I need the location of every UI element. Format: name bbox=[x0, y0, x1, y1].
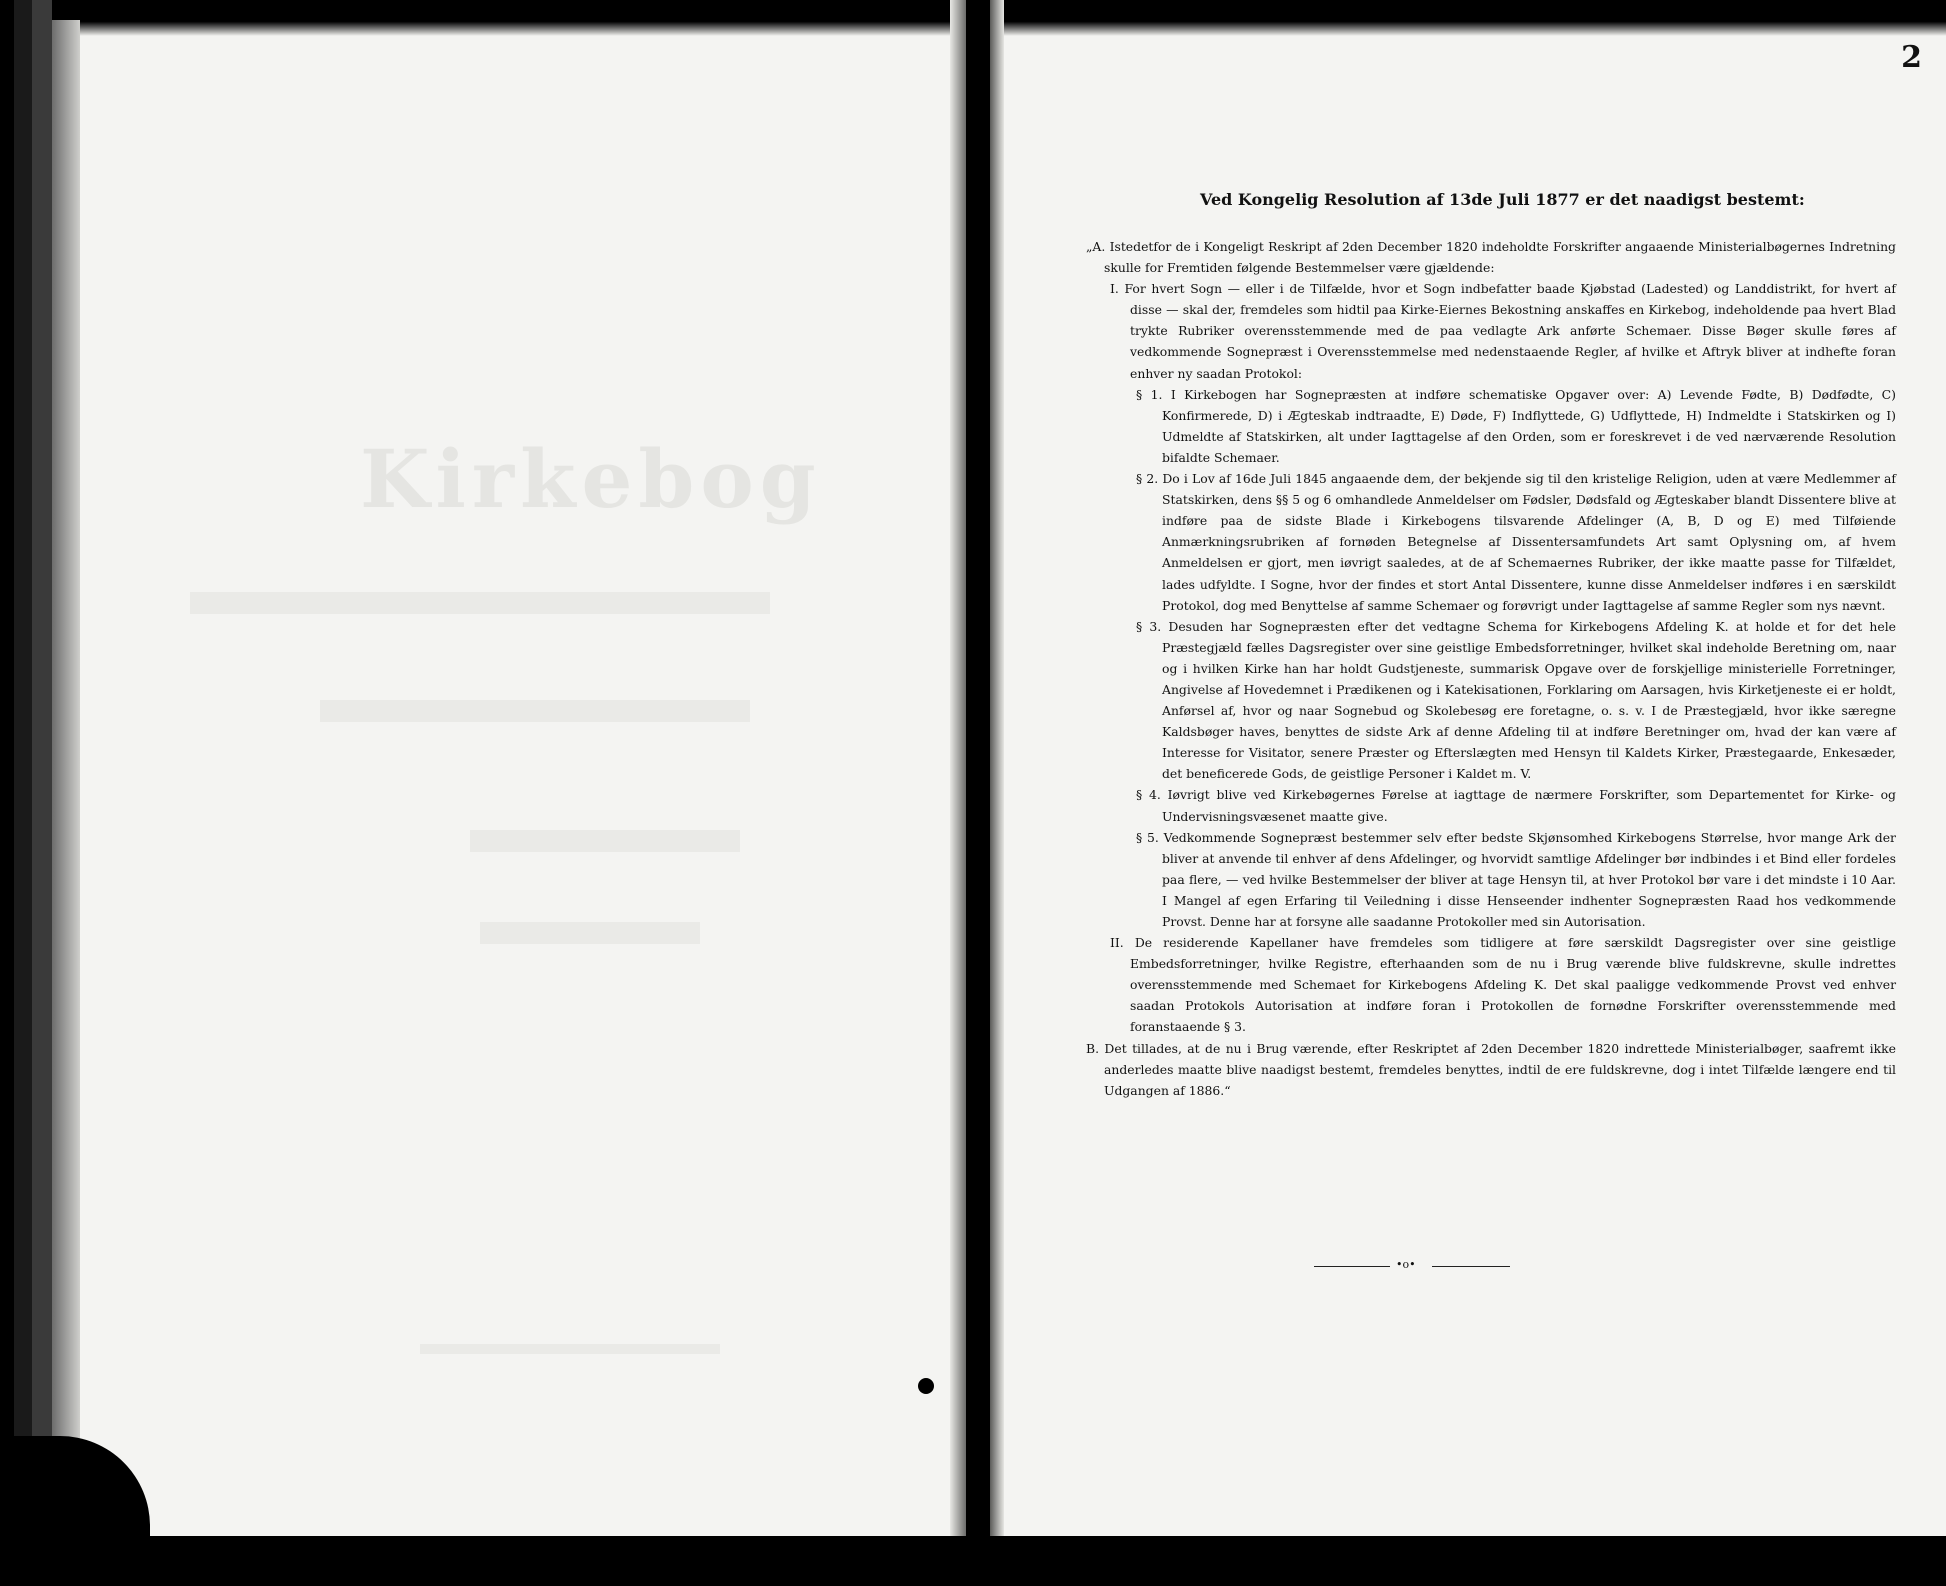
faded-show-through-line bbox=[420, 1344, 720, 1354]
corner-damage bbox=[0, 1436, 150, 1586]
closing-ornament bbox=[1314, 1258, 1510, 1271]
paragraph-A-intro: „A. Istedetfor de i Kongeligt Reskript af 2den December 1820 indeholdte Forskrifter angaaende Ministerialbøgernes Indretning skulle for Fremtiden følgende Bestemmelser være gjældende: bbox=[1086, 239, 1896, 276]
paragraph-I: I. For hvert Sogn — eller i de Tilfælde, hvor et Sogn indbefatter baade Kjøbstad (Ladested) og Landdistrikt, for hvert af disse — skal der, fremdeles som hidtil paa Kirke-Eiernes Bekostning anskaffes en Kirkebog, indeholdende paa hvert Blad trykte Rubriker overensstemmende med de paa vedlagte Ark anførte Schemaer. Disse Bøger skulle føres af vedkommende Sognepræst i Overensstemmelse med nedenstaaende Regler, af hvilke et Aftryk bliver at indhefte foran enhver ny saadan Protokol: bbox=[1110, 281, 1896, 381]
page-number: 2 bbox=[1901, 40, 1922, 75]
paragraph-section-2: § 2. Do i Lov af 16de Juli 1845 angaaende dem, der bekjende sig til den kristelige Religion, uden at være Medlemmer af Statskirken, dens §§ 5 og 6 omhandlede Anmeldelser om Fødsler, Dødsfald og Ægteskaber blandt Dissentere blive at indføre paa de sidste Blade i Kirkebogens tilsvarende Afdelinger (A, B, D og E) med Tilføiende Anmærkningsrubriken af fornøden Betegnelse af Dissentersamfundets Art samt Oplysning om, af hvem Anmeldelsen er gjort, men iøvrigt saaledes, at de af Schemaernes Rubriker, der ikke maatte passe for Tilfældet, lades udfyldte. I Sogne, hvor der findes et stort Antal Dissentere, kunne disse Anmeldelser indføres i en særskildt Protokol, dog med Benyttelse af samme Schemaer og forøvrigt under Iagttagelse af samme Regler som nys nævnt. bbox=[1136, 471, 1896, 613]
book-spine-right-side bbox=[990, 0, 1004, 1536]
paragraph-II: II. De residerende Kapellaner have fremdeles som tidligere at føre særskildt Dagsregister over sine geistlige Embedsforretninger, hvilke Registre, efterhaanden som de nu i Brug værende blive fuldskrevne, skulle indrettes overensstemmende med Schemaet for Kirkebogens Afdeling K. Det skal paaligge vedkommende Provst ved enhver saadan Protokols Autorisation at indføre foran i Protokollen de fornødne Forskrifter overensstemmende med foranstaaende § 3. bbox=[1110, 935, 1896, 1035]
paragraph-section-4: § 4. Iøvrigt blive ved Kirkebøgernes Førelse at iagttage de nærmere Forskrifter, som Departementet for Kirke- og Undervisningsvæsenet maatte give. bbox=[1136, 787, 1896, 824]
paragraph-section-3: § 3. Desuden har Sognepræsten efter det vedtagne Schema for Kirkebogens Afdeling K. at holde et for det hele Præstegjæld fælles Dagsregister over sine geistlige Embedsforretninger, hvilket skal indeholde Beretning om, naar og i hvilken Kirke han har holdt Gudstjeneste, summarisk Opgave over de forskjellige ministerielle Forretninger, Angivelse af Hovedemnet i Prædikenen og i Katekisationen, Forklaring om Aarsagen, hvis Kirketjeneste ei er holdt, Anførsel af, hvor og naar Sognebud og Skolebesøg ere foretagne, o. s. v. I de Præstegjæld, hvor ikke særegne Kaldsbøger haves, benyttes de sidste Ark af denne Afdeling til at indføre Beretninger om, hvad der kan være af Interesse for Visitator, senere Præster og Efterslægten med Hensyn til Kaldets Kirker, Præstegaarde, Enkesæder, det beneficerede Gods, de geistlige Personer i Kaldet m. V. bbox=[1136, 618, 1896, 782]
ink-blot bbox=[918, 1378, 934, 1394]
faded-show-through-line bbox=[480, 922, 700, 944]
book-edge-shade bbox=[52, 20, 80, 1500]
paragraph-section-1: § 1. I Kirkebogen har Sognepræsten at indføre schematiske Opgaver over: A) Levende Fødte, B) Dødfødte, C) Konfirmerede, D) i Ægteskab indtraadte, E) Døde, F) Indflyttede, G) Udflyttede, H) Indmeldte i Statskirken og I) Udmeldte af Statskirken, alt under Iagttagelse af den Orden, som er foreskrevet i de ved nærværende Resolution bifaldte Schemaer. bbox=[1136, 386, 1896, 465]
book-edge-left bbox=[0, 0, 52, 1536]
faded-show-through-title: Kirkebog bbox=[360, 432, 822, 526]
book-spine-left-side bbox=[950, 0, 966, 1536]
left-page bbox=[0, 0, 966, 1536]
faded-show-through-line bbox=[320, 700, 750, 722]
faded-show-through-line bbox=[190, 592, 770, 614]
paragraph-B: B. Det tillades, at de nu i Brug værende, efter Reskriptet af 2den December 1820 indrettede Ministerialbøger, saafremt ikke anderledes maatte blive naadigst bestemt, fremdeles benyttes, indtil de ere fuldskrevne, dog i intet Tilfælde længere end til Udgangen af 1886.“ bbox=[1086, 1040, 1896, 1098]
ornament-center: •o• bbox=[1396, 1258, 1416, 1271]
paragraph-section-5: § 5. Vedkommende Sognepræst bestemmer selv efter bedste Skjønsomhed Kirkebogens Størrelse, hvor mange Ark der bliver at anvende til enhver af dens Afdelinger, og hvorvidt samtlige Afdelinger bør indbindes i et Bind eller fordeles paa flere, — ved hvilke Bestemmelser der bliver at tage Hensyn til, at hver Protokol bør vare i det mindste i 10 Aar. I Mangel af egen Erfaring til Veiledning i disse Henseender indhenter Sognepræsten Raad hos vedkommende Provst. Denne har at forsyne alle saadanne Protokoller med sin Autorisation. bbox=[1136, 829, 1896, 929]
faded-show-through-line bbox=[470, 830, 740, 852]
document-title: Ved Kongelig Resolution af 13de Juli 1877 er det naadigst bestemt: bbox=[1200, 190, 1805, 209]
right-page bbox=[990, 0, 1946, 1536]
right-page-top-shadow bbox=[990, 0, 1946, 36]
ornament-rule-right bbox=[1432, 1266, 1510, 1267]
document-body bbox=[1086, 236, 1896, 1101]
left-page-top-shadow bbox=[0, 0, 966, 36]
ornament-rule-left bbox=[1314, 1266, 1390, 1267]
